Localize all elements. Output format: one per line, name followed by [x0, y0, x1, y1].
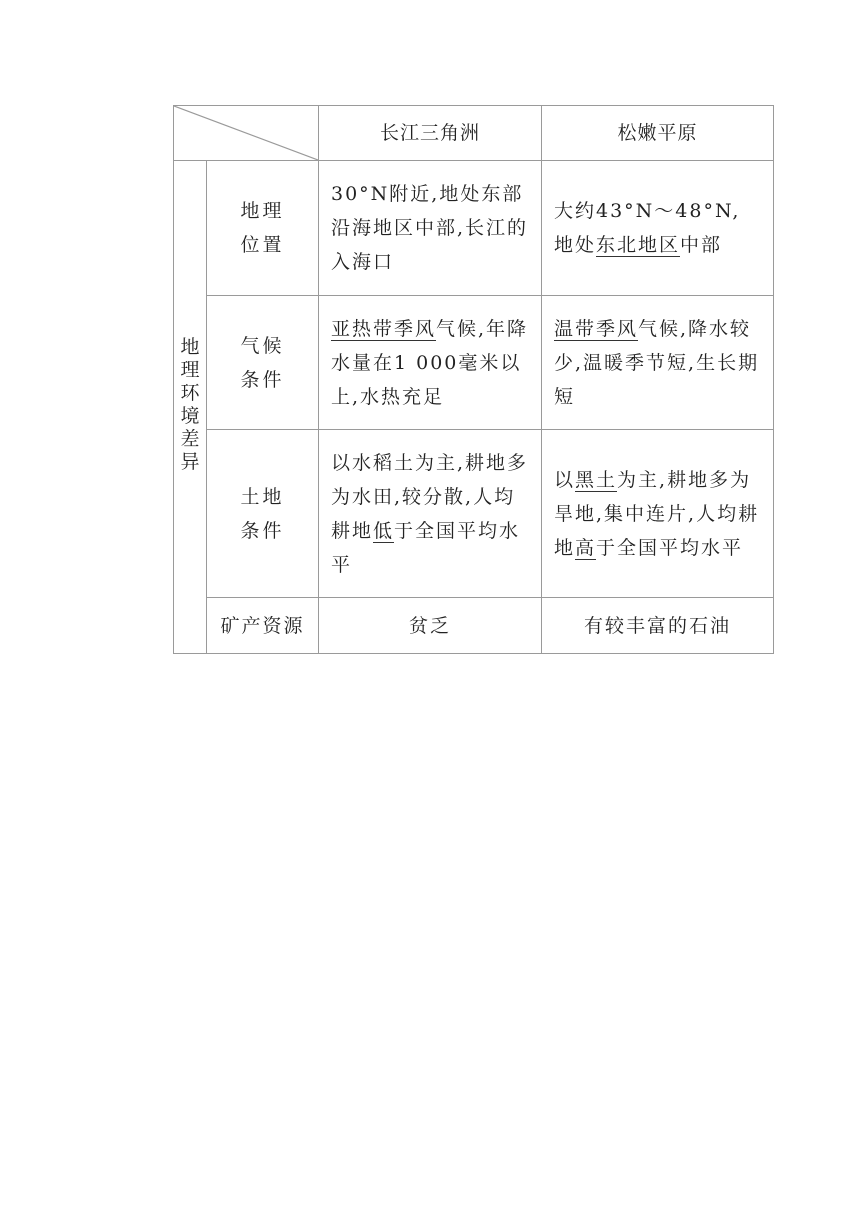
underlined-text: 低 [373, 519, 395, 542]
comparison-table [173, 105, 774, 654]
cell-text: 大约43°N～48°N,地处 [554, 200, 741, 256]
diagonal-line [174, 106, 318, 160]
row-soil [174, 430, 774, 598]
underlined-text: 亚热带季风 [331, 317, 437, 340]
row-label-mineral: 矿产资源 [207, 598, 319, 654]
row-label-line-1: 气候 [240, 334, 285, 357]
cell-text: 以 [554, 468, 576, 491]
diagonal-corner-cell [174, 106, 319, 161]
row-label-line-1: 土地 [240, 485, 285, 508]
cell-soil-songnen [542, 430, 774, 598]
row-location [174, 161, 774, 296]
cell-climate-songnen [542, 296, 774, 430]
cell-location-yangtze [319, 161, 542, 296]
group-label: 地理环境差异 [180, 335, 200, 473]
cell-mineral-yangtze: 贫乏 [319, 598, 542, 654]
row-label-soil [207, 430, 319, 598]
row-label-line-2: 条件 [240, 519, 285, 542]
cell-text: 气候,降水较少,温暖季节短,生长期短 [554, 317, 760, 408]
row-label-line-2: 位置 [240, 234, 285, 256]
underlined-text: 温带季风 [554, 317, 639, 340]
row-mineral [174, 598, 774, 654]
header-row [174, 106, 774, 161]
cell-text: 于全国平均水平 [331, 519, 521, 576]
cell-climate-yangtze [319, 296, 542, 430]
underlined-text: 黑土 [575, 468, 618, 491]
cell-text: 30°N附近,地处东部沿海地区中部,长江的入海口 [331, 183, 529, 273]
row-label-climate [207, 296, 319, 430]
row-label-location [207, 161, 319, 296]
header-songnen-plain: 松嫩平原 [542, 106, 774, 161]
row-climate [174, 296, 774, 430]
row-label-line-1: 地理 [240, 200, 285, 222]
cell-text: 以水稻土为主,耕地多为水田,较分散,人均耕地 [331, 451, 529, 542]
underlined-text: 东北地区 [596, 234, 681, 256]
cell-text: 气候,年降水量在1 000毫米以上,水热充足 [331, 317, 529, 408]
row-label-line-2: 条件 [240, 368, 285, 391]
cell-mineral-songnen: 有较丰富的石油 [542, 598, 774, 654]
cell-location-songnen [542, 161, 774, 296]
cell-text: 中部 [680, 234, 723, 256]
cell-soil-yangtze [319, 430, 542, 598]
cell-text: 于全国平均水平 [596, 536, 744, 559]
cell-text: 为主,耕地多为旱地,集中连片,人均耕地 [554, 468, 760, 559]
underlined-text: 高 [575, 536, 597, 559]
group-label-cell [174, 161, 207, 654]
header-yangtze-delta: 长江三角洲 [319, 106, 542, 161]
